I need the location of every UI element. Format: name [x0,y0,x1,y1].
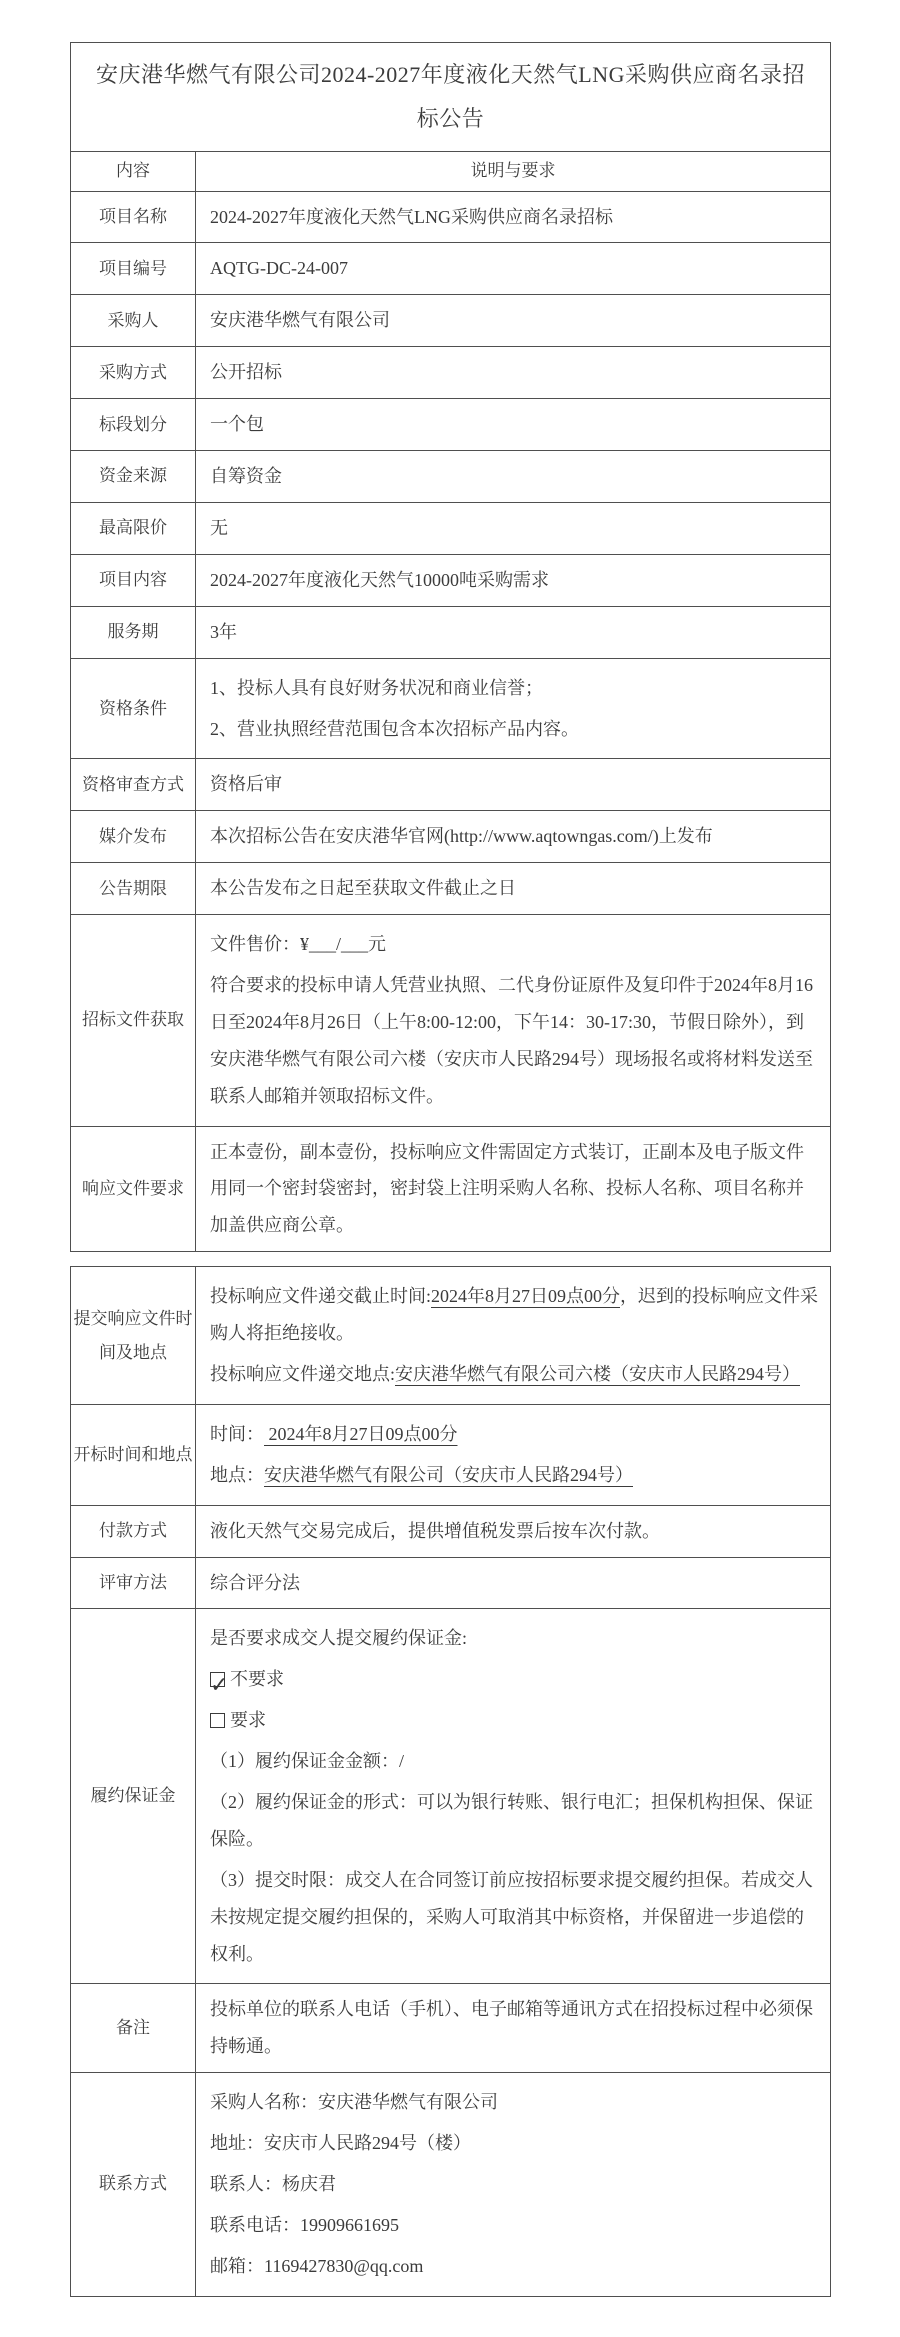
row-lot-division [71,399,831,451]
bid-opening-value [196,1404,831,1505]
submission-deadline-prefix: 投标响应文件递交截止时间: [210,1286,431,1307]
checkbox-unchecked-icon [210,1713,225,1728]
header-row [71,152,831,192]
checkbox-checked-icon [210,1672,225,1687]
column-header-description: 说明与要求 [196,152,831,192]
guarantee-question: 是否要求成交人提交履约保证金: [210,1628,467,1649]
row-response-document-requirements [71,1126,831,1252]
option-not-required-label: 不要求 [230,1669,284,1690]
row-label: 公告期限 [71,863,196,915]
title-row [71,43,831,152]
option-required-label: 要求 [230,1710,266,1731]
contact-address: 地址：安庆市人民路294号（楼） [210,2133,471,2154]
row-label: 资格审查方式 [71,759,196,811]
document-acquisition-details: 符合要求的投标申请人凭营业执照、二代身份证原件及复印件于2024年8月16日至2024年8月26日（上午8:00-12:00，下午14：30-17:30，节假日除外），到安庆港华燃气有限公司六楼（安庆市人民路294号）现场报名或将材料发送至联系人邮箱并领取招标文件。 [210,974,813,1106]
row-label: 项目名称 [71,191,196,243]
row-document-acquisition [71,915,831,1126]
row-evaluation-method [71,1557,831,1609]
project-content-value: 2024-2027年度液化天然气10000吨采购需求 [196,554,831,606]
row-label: 响应文件要求 [71,1126,196,1252]
guarantee-item-form: （2）履约保证金的形式：可以为银行转账、银行电汇；担保机构担保、保证保险。 [210,1791,813,1849]
evaluation-method-value: 综合评分法 [196,1557,831,1609]
funding-source-value: 自筹资金 [196,451,831,503]
tender-announcement-table [70,42,831,1252]
announcement-period-value: 本公告发布之日起至获取文件截止之日 [196,863,831,915]
row-label: 备注 [71,1984,196,2073]
payment-method-value: 液化天然气交易完成后，提供增值税发票后按车次付款。 [196,1505,831,1557]
response-document-requirements-value: 正本壹份，副本壹份，投标响应文件需固定方式装订，正副本及电子版文件用同一个密封袋密封，密封袋上注明采购人名称、投标人名称、项目名称并加盖供应商公章。 [196,1126,831,1252]
guarantee-option-not-required [210,1661,820,1698]
row-service-period [71,606,831,658]
qualification-line-1: 1、投标人具有良好财务状况和商业信誉； [210,677,543,698]
row-label: 联系方式 [71,2073,196,2296]
project-number-value: AQTG-DC-24-007 [196,243,831,295]
project-name-value: 2024-2027年度液化天然气LNG采购供应商名录招标 [196,191,831,243]
row-label: 采购人 [71,295,196,347]
row-funding-source [71,451,831,503]
bid-opening-time-line [210,1416,820,1453]
bid-opening-time-value: 2024年8月27日09点00分 [264,1423,458,1444]
service-period-value: 3年 [196,606,831,658]
row-label: 项目内容 [71,554,196,606]
bid-opening-time-label: 时间： [210,1423,264,1444]
document-title: 安庆港华燃气有限公司2024-2027年度液化天然气LNG采购供应商名录招标公告 [71,43,831,152]
purchaser-value: 安庆港华燃气有限公司 [196,295,831,347]
contact-phone: 联系电话：19909661695 [210,2214,399,2235]
row-label: 资格条件 [71,658,196,759]
row-label: 服务期 [71,606,196,658]
guarantee-item-deadline: （3）提交时限：成交人在合同签订前应按招标要求提交履约担保。若成交人未按规定提交履约担保的，采购人可取消其中标资格，并保留进一步追偿的权利。 [210,1869,813,1964]
submission-deadline-line [210,1278,820,1352]
row-media-release [71,811,831,863]
row-project-number [71,243,831,295]
lot-division-value: 一个包 [196,399,831,451]
qualification-conditions-value [196,658,831,759]
row-project-name [71,191,831,243]
procurement-method-value: 公开招标 [196,347,831,399]
submission-place-line [210,1356,820,1393]
row-qualification-conditions [71,658,831,759]
row-label: 媒介发布 [71,811,196,863]
row-label: 开标时间和地点 [71,1404,196,1505]
row-performance-guarantee [71,1609,831,1984]
row-project-content [71,554,831,606]
row-submission-time-place [71,1267,831,1405]
row-label: 招标文件获取 [71,915,196,1126]
submission-deadline-suffix: ，迟到的投标响应文件采购人将拒绝接收。 [210,1286,818,1344]
contact-purchaser-name: 采购人名称：安庆港华燃气有限公司 [210,2092,498,2113]
row-label: 履约保证金 [71,1609,196,1984]
performance-guarantee-value [196,1609,831,1984]
row-label: 资金来源 [71,451,196,503]
row-price-ceiling [71,502,831,554]
row-purchaser [71,295,831,347]
document-price-line: 文件售价：¥___/___元 [210,934,387,955]
row-procurement-method [71,347,831,399]
row-label: 项目编号 [71,243,196,295]
row-payment-method [71,1505,831,1557]
submission-time-place-value [196,1267,831,1405]
row-announcement-period [71,863,831,915]
tender-schedule-table [70,1266,831,2296]
guarantee-option-required [210,1702,820,1739]
submission-place-prefix: 投标响应文件递交地点: [210,1363,395,1384]
row-label: 提交响应文件时间及地点 [71,1267,196,1405]
submission-deadline-datetime: 2024年8月27日09点00分 [431,1286,620,1307]
bid-opening-place-value: 安庆港华燃气有限公司（安庆市人民路294号） [264,1464,633,1485]
row-label: 采购方式 [71,347,196,399]
guarantee-item-amount: （1）履约保证金金额：/ [210,1751,404,1772]
row-bid-opening [71,1404,831,1505]
bid-opening-place-line [210,1457,820,1494]
document-acquisition-value [196,915,831,1126]
media-release-value: 本次招标公告在安庆港华官网(http://www.aqtowngas.com/)上发布 [196,811,831,863]
remark-value: 投标单位的联系人电话（手机）、电子邮箱等通讯方式在招投标过程中必须保持畅通。 [196,1984,831,2073]
price-ceiling-value: 无 [196,502,831,554]
row-qualification-review [71,759,831,811]
row-contact-info [71,2073,831,2296]
column-header-content: 内容 [71,152,196,192]
submission-place-address: 安庆港华燃气有限公司六楼（安庆市人民路294号） [395,1363,800,1384]
qualification-review-value: 资格后审 [196,759,831,811]
row-label: 标段划分 [71,399,196,451]
contact-info-value [196,2073,831,2296]
qualification-line-2: 2、营业执照经营范围包含本次招标产品内容。 [210,718,579,739]
row-remark [71,1984,831,2073]
row-label: 最高限价 [71,502,196,554]
bid-opening-place-label: 地点： [210,1464,264,1485]
contact-person: 联系人：杨庆君 [210,2174,336,2194]
row-label: 评审方法 [71,1557,196,1609]
contact-email: 邮箱：1169427830@qq.com [210,2255,424,2276]
row-label: 付款方式 [71,1505,196,1557]
table-gap [70,1252,830,1266]
